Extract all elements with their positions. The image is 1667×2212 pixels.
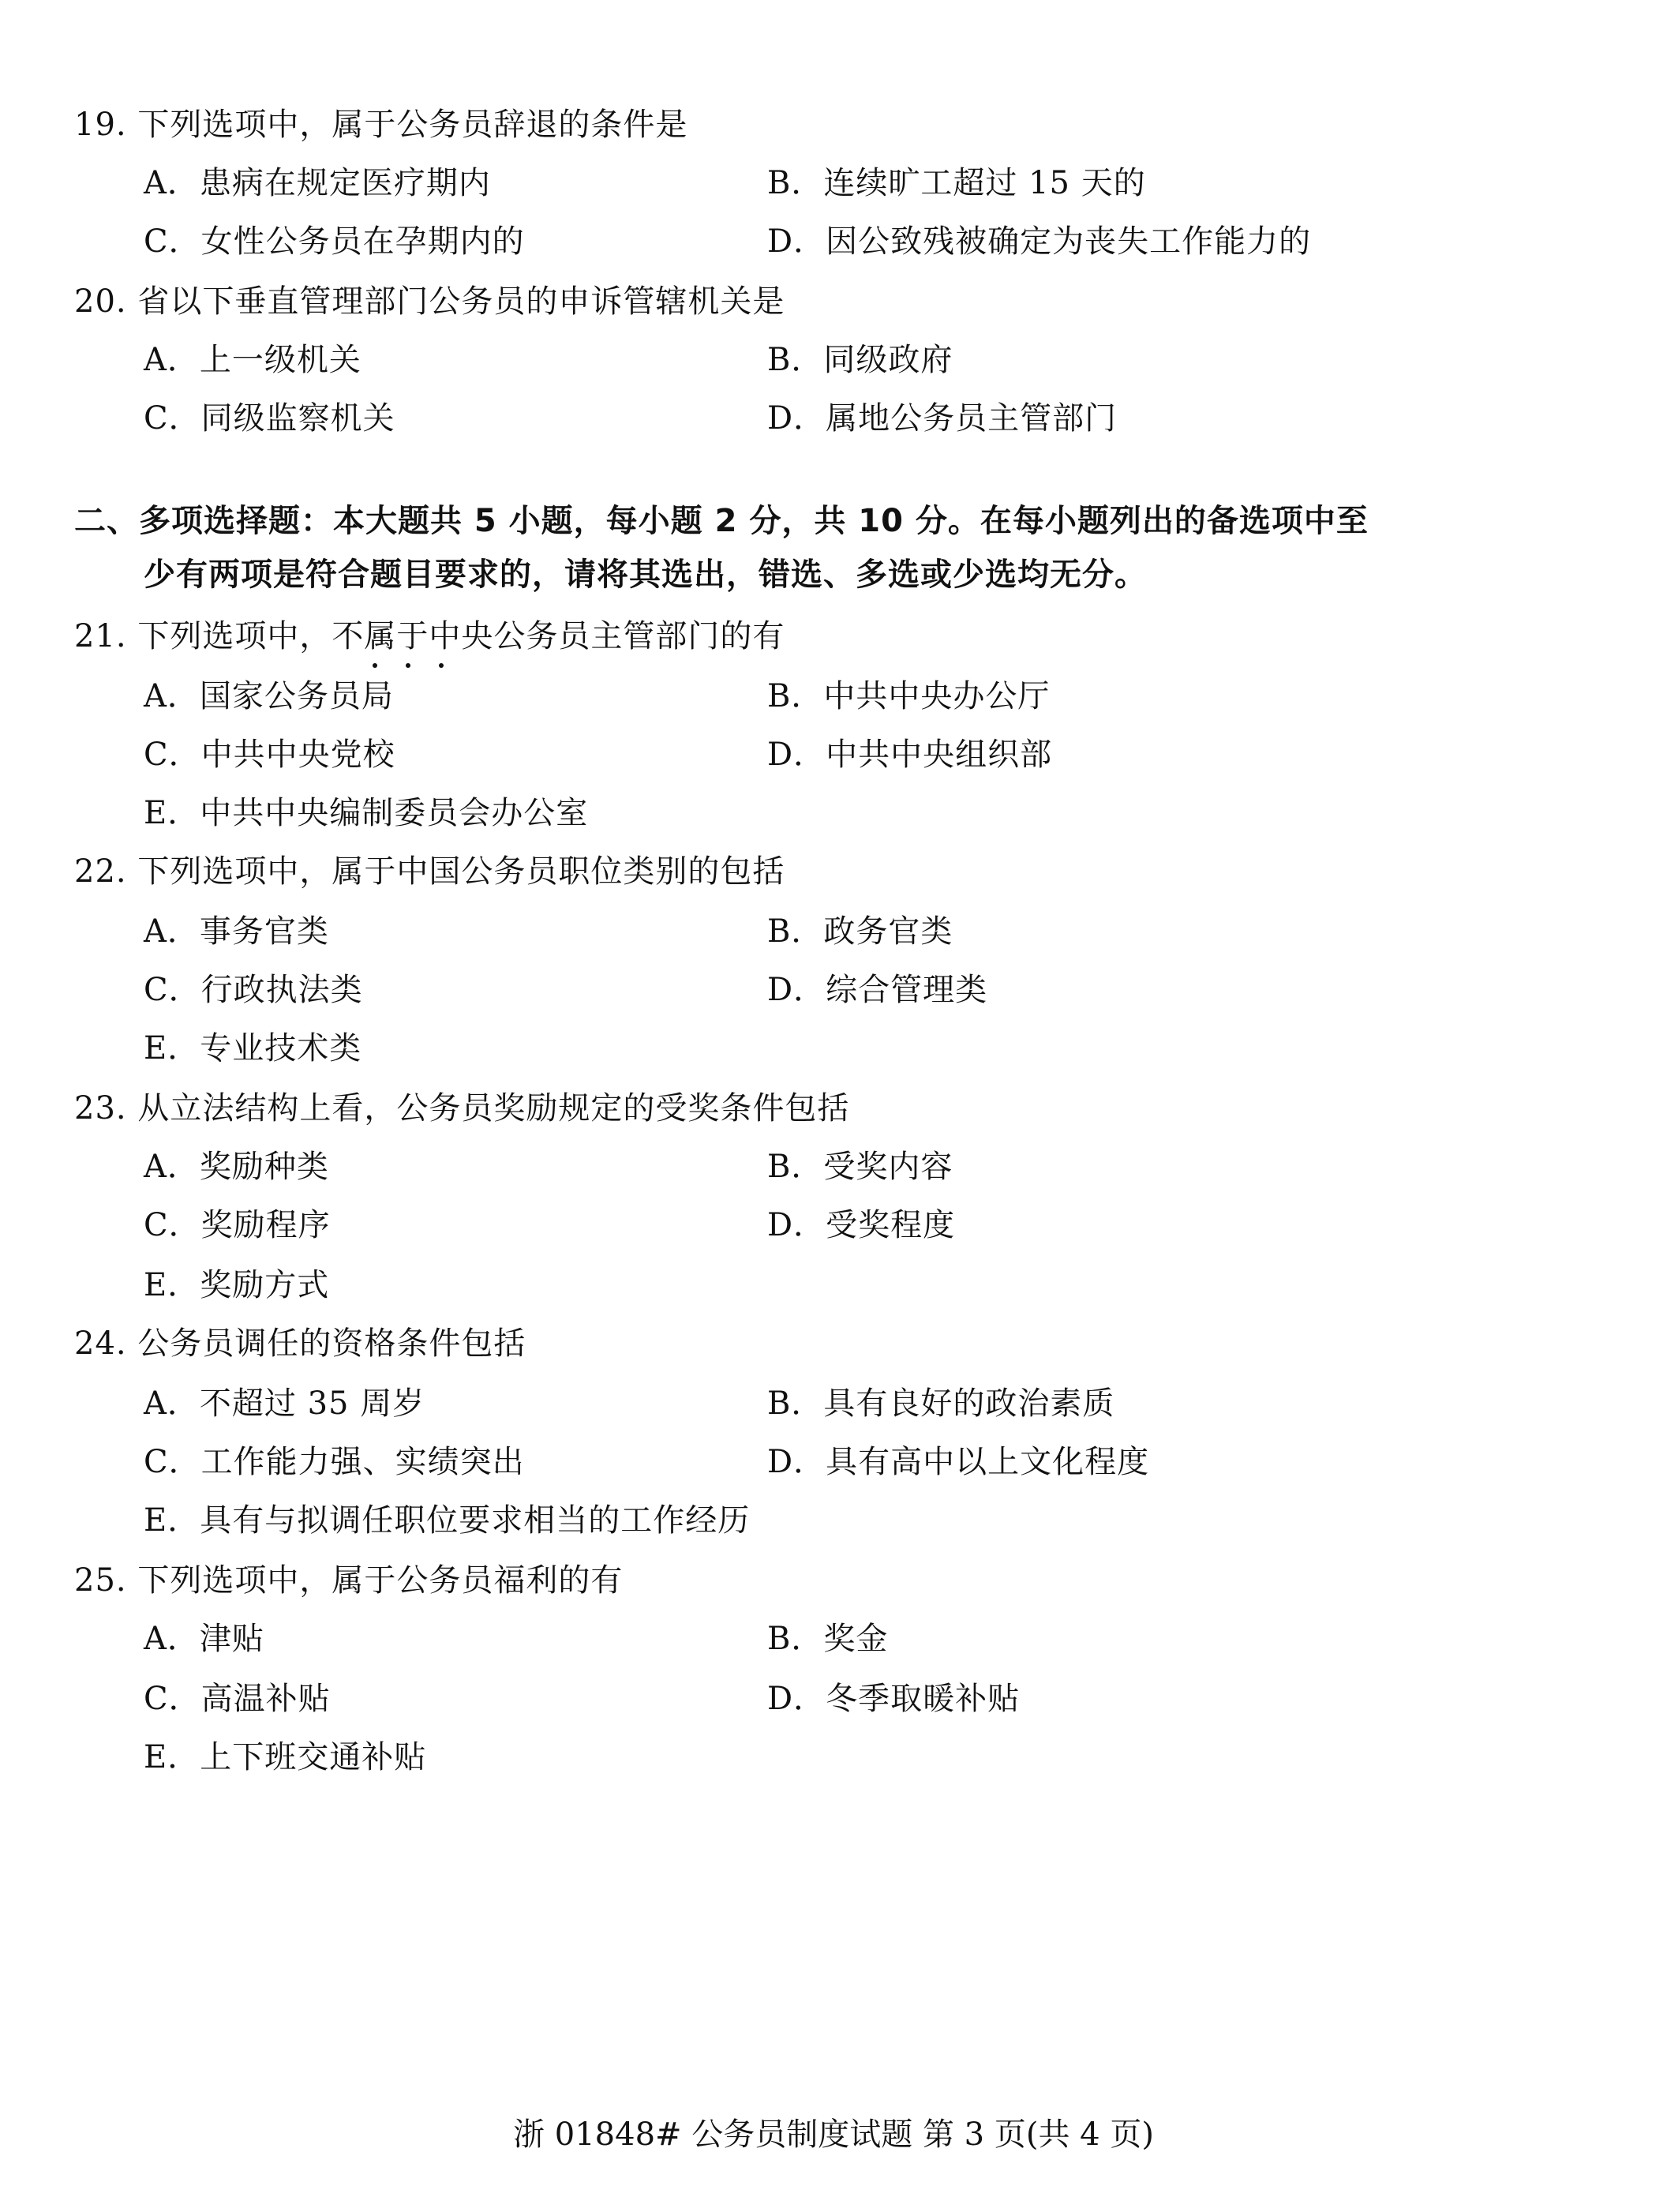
question-number: 19. (74, 107, 127, 143)
q22-option-b: B．政务官类 (767, 913, 953, 950)
q20-option-d: D．属地公务员主管部门 (767, 400, 1118, 437)
page-footer: 浙 01848# 公务员制度试题 第 3 页(共 4 页) (513, 2116, 1154, 2153)
question-number: 22. (74, 853, 127, 890)
emphasis-dot (439, 663, 444, 668)
q25-option-a: A．津贴 (144, 1621, 264, 1657)
question-21-stem (74, 616, 785, 657)
q19-option-d: D．因公致残被确定为丧失工作能力的 (767, 223, 1312, 260)
q21-option-e: E．中共中央编制委员会办公室 (144, 795, 589, 831)
q25-option-e: E．上下班交通补贴 (144, 1739, 427, 1775)
q24-option-e: E．具有与拟调任职位要求相当的工作经历 (144, 1502, 751, 1539)
q23-option-e: E．奖励方式 (144, 1267, 330, 1303)
q24-option-a: A．不超过 35 周岁 (144, 1385, 425, 1422)
question-25-stem (74, 1560, 623, 1601)
question-text-emphasis: 不属于 (332, 618, 429, 654)
q22-option-c: C．行政执法类 (144, 972, 363, 1008)
question-23-stem (74, 1088, 849, 1129)
q23-option-c: C．奖励程序 (144, 1207, 331, 1243)
question-20-stem (74, 281, 785, 322)
q19-option-a: A．患病在规定医疗期内 (144, 165, 491, 201)
q19-option-b: B．连续旷工超过 15 天的 (767, 165, 1146, 201)
question-number: 20. (74, 283, 127, 320)
section-2-instructions-line2: 少有两项是符合题目要求的，请将其选出，错选、多选或少选均无分。 (144, 557, 1147, 593)
q22-option-d: D．综合管理类 (767, 972, 988, 1008)
question-text: 下列选项中，属于公务员福利的有 (137, 1562, 624, 1599)
q24-option-d: D．具有高中以上文化程度 (767, 1444, 1150, 1480)
q21-option-c: C．中共中央党校 (144, 737, 395, 773)
emphasis-dot (406, 663, 410, 668)
q24-option-c: C．工作能力强、实绩突出 (144, 1444, 525, 1480)
q23-option-b: B．受奖内容 (767, 1149, 953, 1185)
q23-option-d: D．受奖程度 (767, 1207, 956, 1243)
emphasis-dot (373, 663, 377, 668)
question-text: 公务员调任的资格条件包括 (137, 1325, 526, 1362)
question-number: 25. (74, 1562, 127, 1599)
q25-option-b: B．奖金 (767, 1621, 889, 1657)
question-number: 21. (74, 618, 127, 654)
q20-option-a: A．上一级机关 (144, 342, 361, 378)
q22-option-a: A．事务官类 (144, 913, 329, 950)
q21-option-a: A．国家公务员局 (144, 678, 394, 714)
question-19-stem (74, 104, 687, 145)
question-text: 省以下垂直管理部门公务员的申诉管辖机关是 (137, 283, 785, 320)
question-number: 24. (74, 1325, 127, 1362)
q25-option-c: C．高温补贴 (144, 1681, 331, 1717)
question-22-stem (74, 851, 785, 892)
q25-option-d: D．冬季取暖补贴 (767, 1681, 1021, 1717)
q22-option-e: E．专业技术类 (144, 1030, 362, 1067)
section-2-instructions-line1: 二、多项选择题：本大题共 5 小题，每小题 2 分，共 10 分。在每小题列出的备选项中至 (74, 503, 1369, 539)
question-24-stem (74, 1323, 526, 1364)
q20-option-b: B．同级政府 (767, 342, 953, 378)
q20-option-c: C．同级监察机关 (144, 400, 395, 437)
q21-option-b: B．中共中央办公厅 (767, 678, 1051, 714)
question-text-post: 中央公务员主管部门的有 (429, 618, 785, 654)
q24-option-b: B．具有良好的政治素质 (767, 1385, 1115, 1422)
question-text: 下列选项中，属于公务员辞退的条件是 (137, 107, 688, 143)
q23-option-a: A．奖励种类 (144, 1149, 329, 1185)
question-text: 下列选项中，属于中国公务员职位类别的包括 (137, 853, 785, 890)
q19-option-c: C．女性公务员在孕期内的 (144, 223, 525, 260)
question-text-pre: 下列选项中， (137, 618, 332, 654)
q21-option-d: D．中共中央组织部 (767, 737, 1053, 773)
question-number: 23. (74, 1090, 127, 1127)
question-text: 从立法结构上看，公务员奖励规定的受奖条件包括 (137, 1090, 850, 1127)
